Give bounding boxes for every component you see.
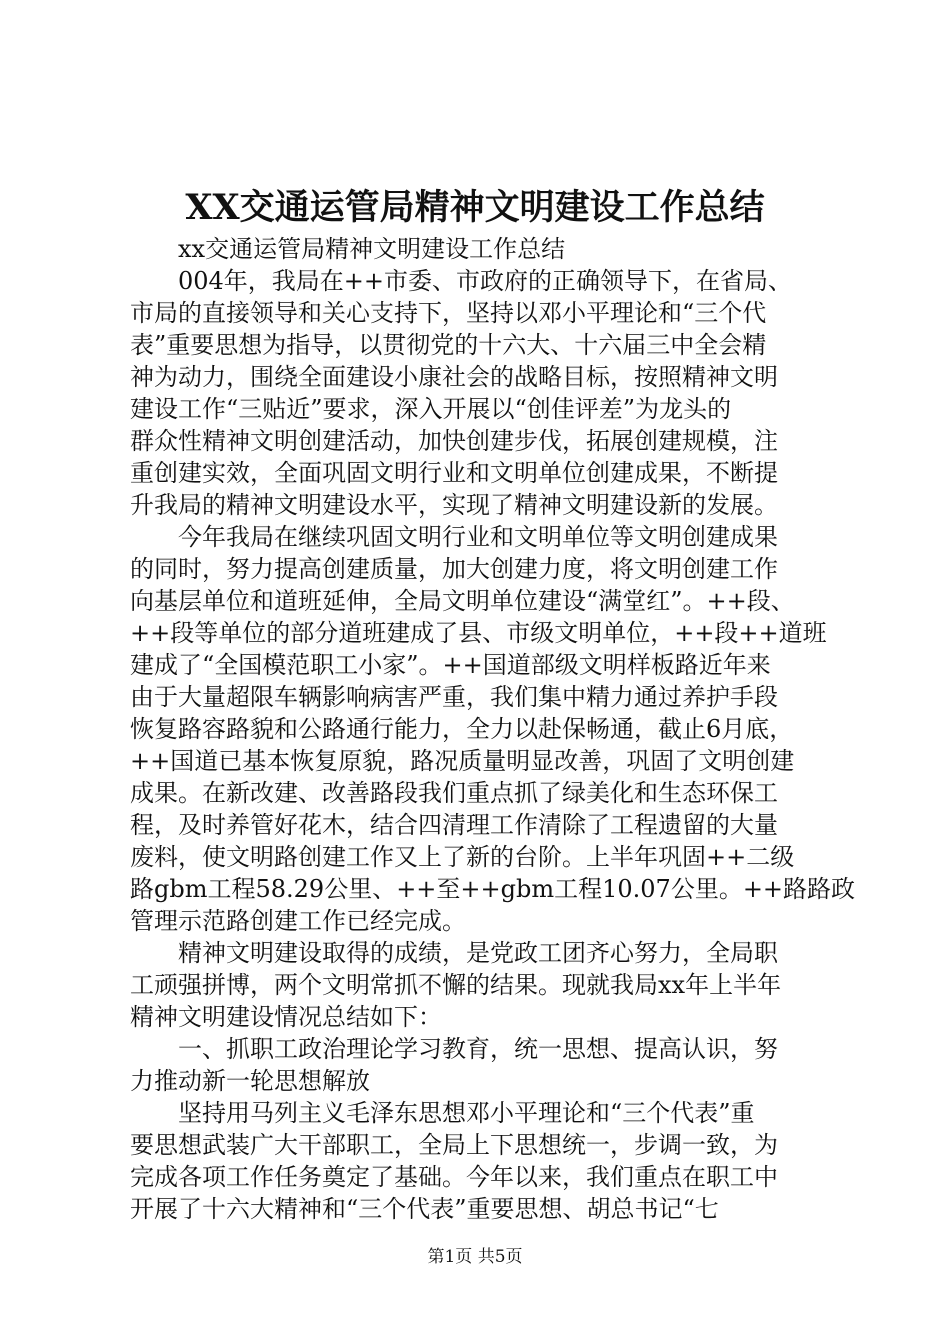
page-footer: 第1页 共5页 <box>427 1247 523 1267</box>
body-line: 向基层单位和道班延伸，全局文明单位建设“满堂红”。++段、 <box>130 587 795 615</box>
body-line: 要思想武装广大干部职工，全局上下思想统一，步调一致，为 <box>130 1131 778 1159</box>
body-line: 表”重要思想为指导，以贯彻党的十六大、十六届三中全会精 <box>130 331 767 359</box>
body-line: 004年，我局在++市委、市政府的正确领导下，在省局、 <box>178 267 793 295</box>
body-line: 群众性精神文明创建活动，加快创建步伐，拓展创建规模，注 <box>130 427 778 455</box>
document-title: XX交通运管局精神文明建设工作总结 <box>185 187 765 228</box>
body-line: 精神文明建设情况总结如下： <box>130 1003 442 1031</box>
body-line: 市局的直接领导和关心支持下，坚持以邓小平理论和“三个代 <box>130 299 767 327</box>
body-line: 程，及时养管好花木，结合四清理工作清除了工程遗留的大量 <box>130 811 778 839</box>
body-line: ++国道已基本恢复原貌，路况质量明显改善，巩固了文明创建 <box>130 747 795 775</box>
body-line: 由于大量超限车辆影响病害严重，我们集中精力通过养护手段 <box>130 683 778 711</box>
body-line: 升我局的精神文明建设水平，实现了精神文明建设新的发展。 <box>130 491 778 519</box>
body-line: 成果。在新改建、改善路段我们重点抓了绿美化和生态环保工 <box>130 779 778 807</box>
body-line: 今年我局在继续巩固文明行业和文明单位等文明创建成果 <box>178 523 778 551</box>
body-line: 废料，使文明路创建工作又上了新的台阶。上半年巩固++二级 <box>130 843 795 871</box>
body-line: 神为动力，围绕全面建设小康社会的战略目标，按照精神文明 <box>130 363 778 391</box>
body-line: 开展了十六大精神和“三个代表”重要思想、胡总书记“七 <box>130 1195 719 1223</box>
body-line: 工顽强拼博，两个文明常抓不懈的结果。现就我局xx年上半年 <box>130 971 782 999</box>
body-line: 力推动新一轮思想解放 <box>130 1067 370 1095</box>
body-line: 的同时，努力提高创建质量，加大创建力度，将文明创建工作 <box>130 555 778 583</box>
body-line: 完成各项工作任务奠定了基础。今年以来，我们重点在职工中 <box>130 1163 778 1191</box>
body-line: 恢复路容路貌和公路通行能力，全力以赴保畅通，截止6月底， <box>130 715 794 743</box>
body-line: 路gbm工程58.29公里、++至++gbm工程10.07公里。++路路政 <box>130 875 856 903</box>
body-line: 精神文明建设取得的成绩，是党政工团齐心努力，全局职 <box>178 939 778 967</box>
body-line: 建设工作“三贴近”要求，深入开展以“创佳评差”为龙头的 <box>130 395 732 423</box>
body-line: 一、抓职工政治理论学习教育，统一思想、提高认识，努 <box>178 1035 778 1063</box>
body-line: 重创建实效，全面巩固文明行业和文明单位创建成果，不断提 <box>130 459 778 487</box>
body-line: 坚持用马列主义毛泽东思想邓小平理论和“三个代表”重 <box>178 1099 755 1127</box>
body-line: ++段等单位的部分道班建成了县、市级文明单位，++段++道班 <box>130 619 827 647</box>
body-line: 管理示范路创建工作已经完成。 <box>130 907 466 935</box>
body-line: xx交通运管局精神文明建设工作总结 <box>178 235 566 263</box>
body-line: 建成了“全国模范职工小家”。++国道部级文明样板路近年来 <box>130 651 771 679</box>
document-body <box>130 233 856 1225</box>
